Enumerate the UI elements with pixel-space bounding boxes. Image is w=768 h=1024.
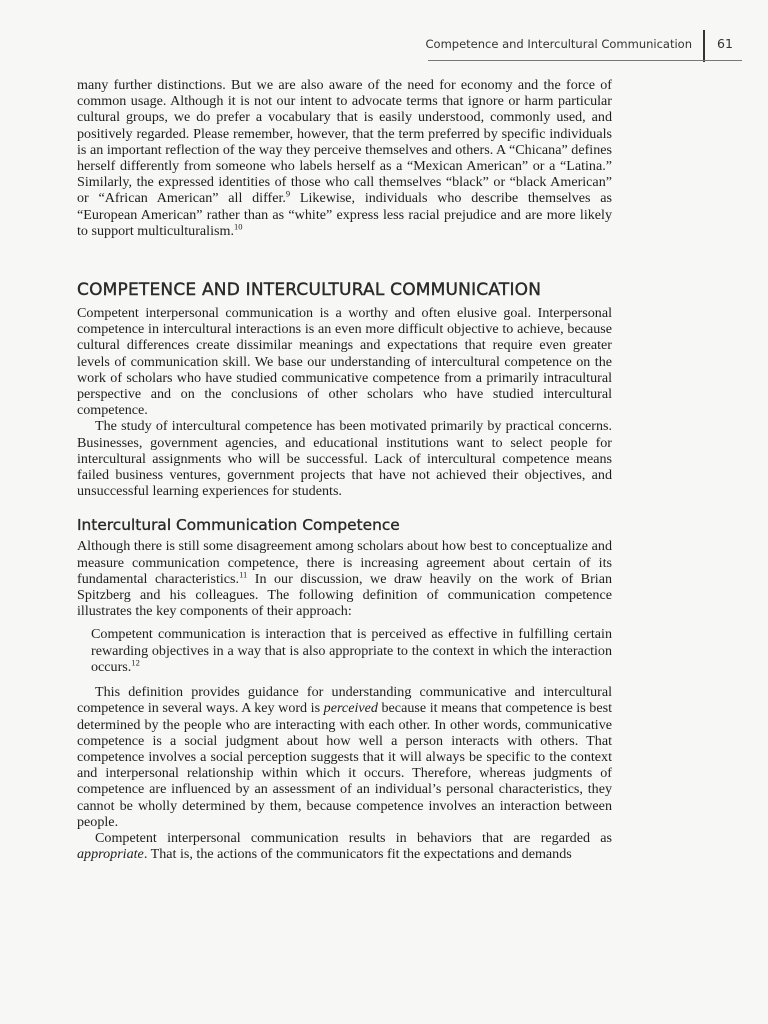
footnote-ref-12: 12 <box>131 657 140 668</box>
header-divider <box>703 30 705 62</box>
emphasis-perceived: perceived <box>323 700 378 717</box>
footnote-ref-9: 9 <box>285 188 291 199</box>
footnote-ref-11: 11 <box>239 569 248 580</box>
page-header <box>0 30 768 64</box>
section-paragraph-1: Competent interpersonal communication is a worthy and often elusive goal. Interpersonal competence in intercultural interactions is an even more difficult objective to achieve, because cultural differences create dissimilar meanings and expectations that require even greater levels of communication skill. We base our understanding of intercultural competence on the work of scholars who have studied communicative competence from a primarily intracultural perspective and on the conclusions of other scholars who have studied intercultural competence. <box>77 305 612 419</box>
subsection-paragraph-1: Although there is still some disagreement among scholars about how best to conceptualize and measure communication competence, there is increasing agreement about certain of its fundamental characteristics.$^{11}$ In our discussion, we draw heavily on the work of Brian Spitzberg and his colleagues. The following definition of communication competence illustrates the key components of their approach: <box>77 538 612 620</box>
section-heading: COMPETENCE AND INTERCULTURAL COMMUNICATION <box>77 280 542 301</box>
footnote-ref-10: 10 <box>233 221 243 232</box>
section-paragraph-2: The study of intercultural competence has been motivated primarily by practical concerns. Businesses, government agencies, and educational institutions want to select people for intercultural assignments who will be successful. Lack of intercultural competence means failed business ventures, government projects that have not achieved their objectives, and unsuccessful learning experiences for students. <box>77 418 612 500</box>
running-head: Competence and Intercultural Communication <box>425 37 692 51</box>
page-number: 61 <box>717 36 733 51</box>
subsection-paragraph-3: Competent interpersonal communication results in behaviors that are regarded as appropriate. That is, the actions of the communicators fit the expectations and demands <box>77 829 612 863</box>
page-body <box>77 77 612 862</box>
definition-quote: Competent communication is interaction that is perceived as effective in fulfilling certain rewarding objectives in a way that is also appropriate to the context in which the interaction occurs.$^{12}$ <box>91 626 612 675</box>
subsection-heading: Intercultural Communication Competence <box>77 516 400 535</box>
emphasis-appropriate: appropriate <box>77 846 144 863</box>
intro-paragraph: many further distinctions. But we are also aware of the need for economy and the force of common usage. Although it is not our intent to advocate terms that ignore or harm particular cultural groups, we do prefer a vocabulary that is easily understood, commonly used, and positively regarded. Please remember, however, that the term preferred by specific individuals is an important reflection of the way they perceive themselves and others. A “Chicana” defines herself differently from someone who labels herself as a “Mexican American” or a “Latina.” Similarly, the expressed identities of those who call themselves “black” or “black American” or “African American” all differ.$^9$ Likewise, individuals who describe themselves as “European American” rather than as “white” express less racial prejudice and are more likely to support multiculturalism.$^{10}$ <box>77 77 612 239</box>
subsection-paragraph-2: This definition provides guidance for understanding communicative and intercultural competence in several ways. A key word is perceived because it means that competence is best determined by the people who are interacting with each other. In other words, communicative competence is a social judgment about how well a person interacts with others. That competence involves a social perception suggests that it will always be specific to the context and interpersonal relationship within which it occurs. Therefore, whereas judgments of competence are influenced by an assessment of an individual’s personal characteristics, they cannot be wholly determined by them, because competence involves an interaction between people. <box>77 684 612 830</box>
header-rule <box>428 60 742 61</box>
